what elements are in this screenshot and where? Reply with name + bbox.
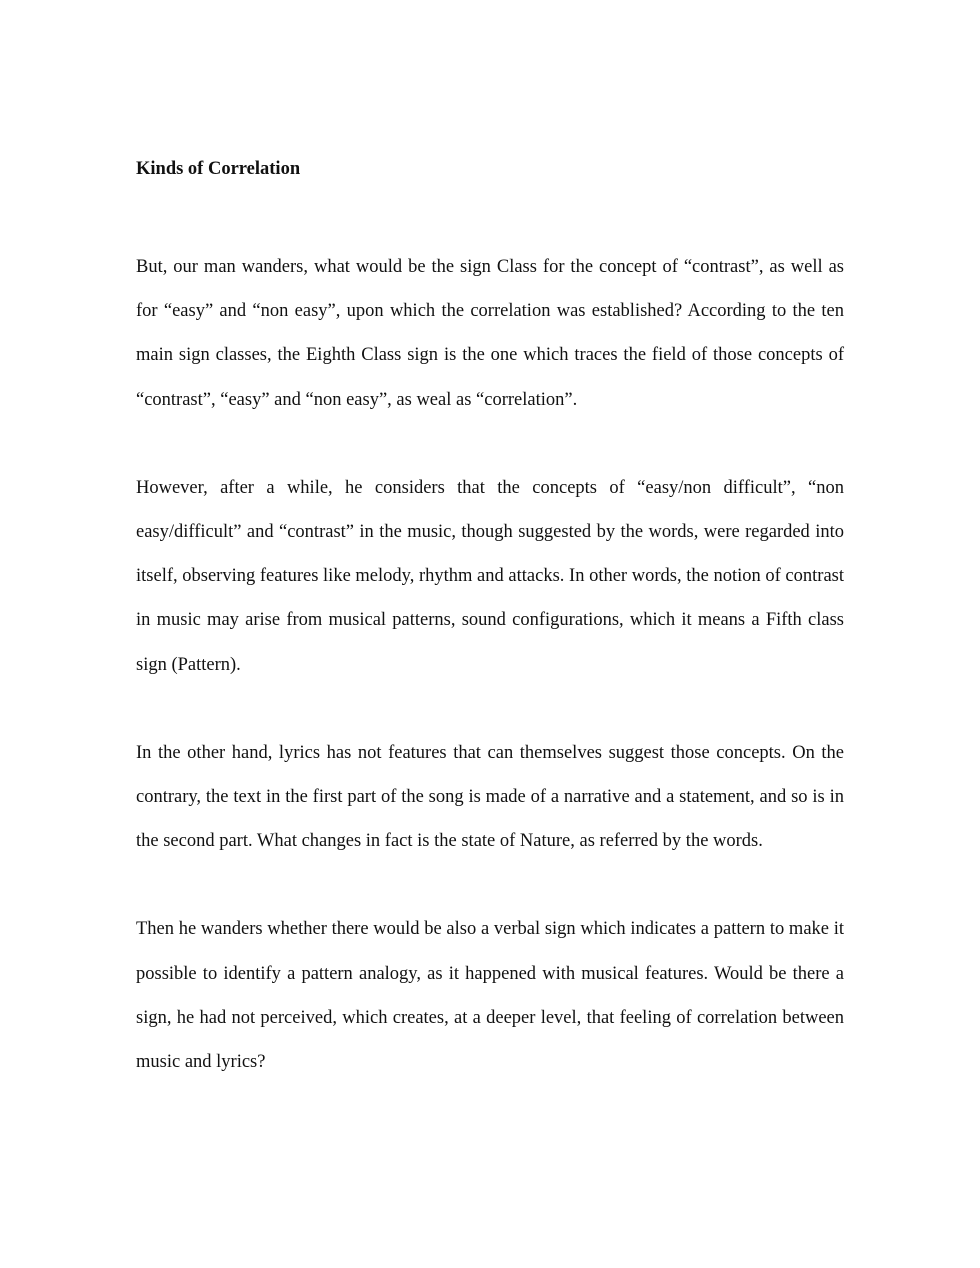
- section-heading: Kinds of Correlation: [136, 159, 301, 179]
- paragraph-3: In the other hand, lyrics has not features that can themselves suggest those concepts. On the contrary, the text in the first part of the song is made of a narrative and a statement, and so is in the second part. What changes in fact is the state of Nature, as referred by the words.: [136, 742, 844, 852]
- document-body: [136, 156, 844, 1084]
- paragraph-4: Then he wanders whether there would be also a verbal sign which indicates a pattern to make it possible to identify a pattern analogy, as it happened with musical features. Would be there a sign, he had not perceived, which creates, at a deeper level, that feeling of correlation between music and lyrics?: [136, 919, 844, 1073]
- paragraph-2: However, after a while, he considers that the concepts of “easy/non difficult”, “non easy/difficult” and “contrast” in the music, though suggested by the words, were regarded into itself, observing features like melody, rhythm and attacks. In other words, the notion of contrast in music may arise from musical patterns, sound configurations, which it means a Fifth class sign (Pattern).: [136, 477, 844, 675]
- paragraph-1: But, our man wanders, what would be the sign Class for the concept of “contrast”, as well as for “easy” and “non easy”, upon which the correlation was established? According to the ten main sign classes, the Eighth Class sign is the one which traces the field of those concepts of “contrast”, “easy” and “non easy”, as weal as “correlation”.: [136, 257, 844, 410]
